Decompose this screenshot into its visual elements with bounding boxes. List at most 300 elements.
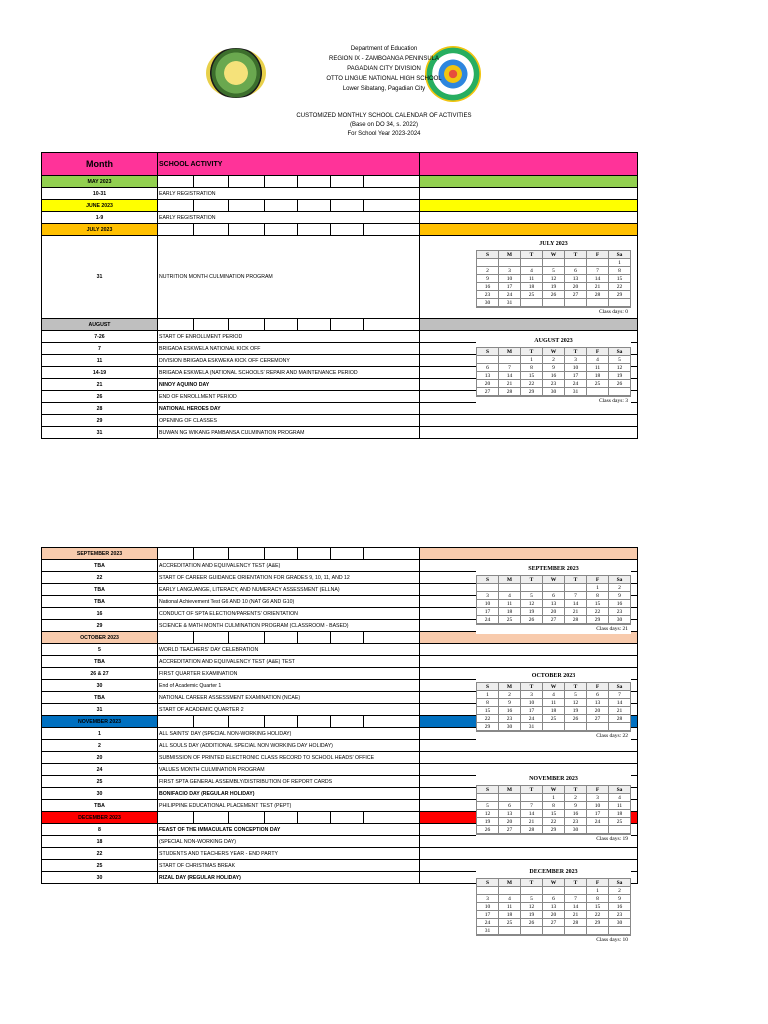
weekday-header: S — [477, 251, 499, 259]
weekday-header: F — [587, 786, 609, 794]
activity-description: FIRST QUARTER EXAMINATION — [158, 668, 420, 680]
activity-description: DIVISION BRIGADA ESKWEKA KICK OFF CEREMONY — [158, 355, 420, 367]
weekday-header: T — [521, 576, 543, 584]
activity-description: SCIENCE & MATH MONTH CULMINATION PROGRAM (CLASSROOM - BASED) — [158, 620, 420, 632]
calendar-day: 14 — [499, 372, 521, 380]
activity-date: 1-9 — [42, 212, 158, 224]
weekday-header: W — [543, 348, 565, 356]
calendar-day — [521, 259, 543, 267]
header-line: OTTO LINGUE NATIONAL HIGH SCHOOL — [326, 76, 442, 82]
calendar-day — [477, 259, 499, 267]
calendar-day — [565, 259, 587, 267]
weekday-header: M — [499, 683, 521, 691]
month-label: JULY 2023 — [42, 224, 158, 236]
calendar-title: AUGUST 2023 — [534, 338, 573, 344]
activity-description: END OF ENROLLMENT PERIOD — [158, 391, 420, 403]
calendar-day: 13 — [477, 372, 499, 380]
calendar-day: 26 — [521, 919, 543, 927]
calendar-day: 2 — [543, 356, 565, 364]
calendar-day: 17 — [565, 372, 587, 380]
calendar-day: 18 — [587, 372, 609, 380]
calendar-day — [477, 887, 499, 895]
document-subtitle — [0, 112, 768, 139]
calendar-day: 16 — [543, 372, 565, 380]
weekday-header: Sa — [609, 576, 631, 584]
activity-description: BRIGADA ESKWELA NATIONAL KICK OFF — [158, 343, 420, 355]
calendar-day: 13 — [565, 275, 587, 283]
calendar-day — [587, 299, 609, 307]
activity-date: 22 — [42, 572, 158, 584]
header-line: Department of Education — [350, 46, 418, 52]
calendar-day — [499, 356, 521, 364]
activity-date: 26 — [42, 391, 158, 403]
calendar-day: 29 — [587, 919, 609, 927]
calendar-day: 4 — [499, 592, 521, 600]
calendar-day: 2 — [609, 887, 631, 895]
calendar-day: 18 — [521, 283, 543, 291]
month-row — [42, 200, 638, 212]
subtitle-line: (Base on DO 34, s. 2022) — [349, 122, 419, 128]
weekday-header: T — [521, 348, 543, 356]
calendar-day: 2 — [565, 794, 587, 802]
calendar-day: 17 — [477, 911, 499, 919]
calendar-day: 20 — [587, 707, 609, 715]
calendar-day: 25 — [521, 291, 543, 299]
calendar-day: 9 — [609, 592, 631, 600]
calendar-day: 27 — [565, 291, 587, 299]
calendar-day — [521, 299, 543, 307]
activity-date: 30 — [42, 872, 158, 884]
calendar-day: 16 — [477, 283, 499, 291]
weekday-header: M — [499, 576, 521, 584]
weekday-header: T — [565, 683, 587, 691]
calendar-day: 6 — [477, 364, 499, 372]
calendar-day — [543, 887, 565, 895]
weekday-header: S — [477, 348, 499, 356]
calendar-day: 14 — [587, 275, 609, 283]
calendar-day — [499, 887, 521, 895]
month-row — [42, 176, 638, 188]
activity-description: ALL SOULS DAY (ADDITIONAL SPECIAL NON WORKING DAY HOLIDAY) — [158, 740, 420, 752]
calendar-day: 7 — [565, 592, 587, 600]
activity-description: BUWAN NG WIKANG PAMBANSA CULMINATION PROGRAM — [158, 427, 420, 439]
class-days-count: Class days: 10 — [476, 935, 631, 945]
activity-date: 24 — [42, 764, 158, 776]
activity-date: 26 & 27 — [42, 668, 158, 680]
activity-date: 31 — [42, 427, 158, 439]
calendar-day: 7 — [587, 267, 609, 275]
calendar-day — [587, 388, 609, 396]
activity-description: NUTRITION MONTH CULMINATION PROGRAM — [158, 236, 420, 319]
activity-date: 7-26 — [42, 331, 158, 343]
calendar-day: 4 — [521, 267, 543, 275]
calendar-day: 12 — [477, 810, 499, 818]
calendar-day: 27 — [543, 919, 565, 927]
calendar-day: 24 — [565, 380, 587, 388]
calendar-day: 26 — [521, 616, 543, 624]
weekday-header: S — [477, 683, 499, 691]
weekday-header: F — [587, 879, 609, 887]
activity-description: ACCREDITATION AND EQUIVALENCY TEST (A&E) — [158, 560, 420, 572]
month-label: JUNE 2023 — [42, 200, 158, 212]
calendar-day: 4 — [609, 794, 631, 802]
calendar-day — [609, 826, 631, 834]
calendar-day: 21 — [521, 818, 543, 826]
activity-row — [42, 415, 638, 427]
calendar-day: 4 — [587, 356, 609, 364]
weekday-header: T — [565, 251, 587, 259]
activity-date: TBA — [42, 800, 158, 812]
calendar-day: 10 — [587, 802, 609, 810]
calendar-day: 5 — [521, 895, 543, 903]
subtitle-line: For School Year 2023-2024 — [347, 131, 421, 137]
calendar-day: 19 — [565, 707, 587, 715]
activity-description: WORLD TEACHERS' DAY CELEBRATION — [158, 644, 420, 656]
weekday-header: W — [543, 251, 565, 259]
calendar-day — [521, 927, 543, 935]
calendar-day: 24 — [477, 616, 499, 624]
calendar-day: 27 — [587, 715, 609, 723]
calendar-day — [477, 584, 499, 592]
calendar-day: 16 — [609, 903, 631, 911]
weekday-header: T — [565, 348, 587, 356]
calendar-day: 10 — [477, 600, 499, 608]
month-column-header: Month — [42, 153, 158, 176]
calendar-day: 24 — [521, 715, 543, 723]
calendar-day: 24 — [587, 818, 609, 826]
activity-date: 2 — [42, 740, 158, 752]
calendar-day: 6 — [543, 895, 565, 903]
month-label: SEPTEMBER 2023 — [42, 548, 158, 560]
activity-date: 31 — [42, 236, 158, 319]
month-row — [42, 548, 638, 560]
calendar-day: 23 — [609, 608, 631, 616]
activity-row — [42, 188, 638, 200]
calendar-day: 20 — [543, 608, 565, 616]
calendar-day: 15 — [521, 372, 543, 380]
calendar-day: 23 — [477, 291, 499, 299]
calendar-day: 8 — [587, 592, 609, 600]
weekday-header: Sa — [609, 348, 631, 356]
calendar-day: 21 — [565, 911, 587, 919]
weekday-header: F — [587, 683, 609, 691]
calendar-day: 30 — [565, 826, 587, 834]
weekday-header: M — [499, 251, 521, 259]
calendar-day: 7 — [565, 895, 587, 903]
calendar-day — [543, 927, 565, 935]
month-label: AUGUST — [42, 319, 158, 331]
calendar-day: 8 — [477, 699, 499, 707]
calendar-day: 17 — [477, 608, 499, 616]
calendar-day: 18 — [499, 608, 521, 616]
weekday-header: Sa — [609, 879, 631, 887]
calendar-day: 19 — [543, 283, 565, 291]
calendar-day: 3 — [477, 592, 499, 600]
calendar-day: 25 — [543, 715, 565, 723]
calendar-day: 3 — [565, 356, 587, 364]
calendar-day — [587, 259, 609, 267]
activity-row — [42, 656, 638, 668]
calendar-day: 14 — [521, 810, 543, 818]
calendar-day: 22 — [587, 911, 609, 919]
calendar-day: 19 — [521, 911, 543, 919]
month-label: OCTOBER 2023 — [42, 632, 158, 644]
mini-calendar-july — [476, 238, 631, 317]
calendar-day: 29 — [521, 388, 543, 396]
calendar-day: 13 — [587, 699, 609, 707]
calendar-day: 17 — [521, 707, 543, 715]
calendar-day: 9 — [609, 895, 631, 903]
calendar-title: SEPTEMBER 2023 — [528, 566, 579, 572]
calendar-day — [565, 584, 587, 592]
calendar-day: 31 — [477, 927, 499, 935]
calendar-day — [543, 723, 565, 731]
calendar-day: 15 — [609, 275, 631, 283]
calendar-day: 18 — [499, 911, 521, 919]
mini-calendar-october — [476, 670, 631, 741]
activity-date: 31 — [42, 704, 158, 716]
calendar-day: 2 — [609, 584, 631, 592]
weekday-header: S — [477, 786, 499, 794]
activity-date: TBA — [42, 692, 158, 704]
mini-calendar-august — [476, 335, 631, 406]
calendar-day: 22 — [587, 608, 609, 616]
calendar-day — [587, 723, 609, 731]
activity-description: NATIONAL HEROES DAY — [158, 403, 420, 415]
calendar-day — [477, 794, 499, 802]
weekday-header: F — [587, 251, 609, 259]
calendar-day — [565, 723, 587, 731]
calendar-day: 26 — [565, 715, 587, 723]
calendar-day: 5 — [521, 592, 543, 600]
calendar-day: 11 — [521, 275, 543, 283]
calendar-day: 1 — [521, 356, 543, 364]
calendar-day: 21 — [499, 380, 521, 388]
calendar-day — [565, 299, 587, 307]
calendar-day: 28 — [521, 826, 543, 834]
activity-description: BRIGADA ESKWELA (NATIONAL SCHOOLS' REPAIR AND MAINTENANCE PERIOD — [158, 367, 420, 379]
calendar-day: 2 — [499, 691, 521, 699]
activity-date: 30 — [42, 788, 158, 800]
month-row — [42, 224, 638, 236]
calendar-day: 11 — [609, 802, 631, 810]
mini-calendar-november — [476, 773, 631, 844]
class-days-count: Class days: 19 — [476, 834, 631, 844]
activity-description: STUDENTS AND TEACHERS YEAR - END PARTY — [158, 848, 420, 860]
weekday-header: T — [565, 879, 587, 887]
calendar-day: 9 — [543, 364, 565, 372]
calendar-day: 5 — [609, 356, 631, 364]
calendar-day: 4 — [543, 691, 565, 699]
activity-description: PHILIPPINE EDUCATIONAL PLACEMENT TEST (PEPT) — [158, 800, 420, 812]
calendar-day: 27 — [477, 388, 499, 396]
weekday-header: T — [521, 251, 543, 259]
activity-date: 14-19 — [42, 367, 158, 379]
calendar-day: 16 — [565, 810, 587, 818]
mini-calendar-september — [476, 563, 631, 634]
calendar-day — [587, 826, 609, 834]
calendar-day: 30 — [499, 723, 521, 731]
calendar-day: 8 — [609, 267, 631, 275]
calendar-day: 4 — [499, 895, 521, 903]
class-days-count: Class days: 22 — [476, 731, 631, 741]
calendar-day: 14 — [609, 699, 631, 707]
month-label: NOVEMBER 2023 — [42, 716, 158, 728]
activity-description: National Achievement Test G6 AND 10 (NAT G6 AND G10) — [158, 596, 420, 608]
calendar-day: 25 — [499, 919, 521, 927]
calendar-day — [543, 584, 565, 592]
weekday-header: M — [499, 879, 521, 887]
calendar-day: 31 — [565, 388, 587, 396]
calendar-day: 23 — [609, 911, 631, 919]
calendar-day — [609, 723, 631, 731]
calendar-day: 22 — [609, 283, 631, 291]
calendar-day: 20 — [565, 283, 587, 291]
month-label: DECEMBER 2023 — [42, 812, 158, 824]
calendar-day — [587, 927, 609, 935]
activity-date: TBA — [42, 656, 158, 668]
calendar-day: 30 — [543, 388, 565, 396]
calendar-day — [565, 927, 587, 935]
calendar-title: NOVEMBER 2023 — [529, 776, 578, 782]
calendar-day: 7 — [609, 691, 631, 699]
calendar-title: DECEMBER 2023 — [529, 869, 578, 875]
calendar-day: 1 — [587, 584, 609, 592]
weekday-header: S — [477, 576, 499, 584]
calendar-day: 9 — [477, 275, 499, 283]
activity-date: 11 — [42, 355, 158, 367]
activity-description: FIRST SPTA GENERAL ASSEMBLY/DISTRIBUTION OF REPORT CARDS — [158, 776, 420, 788]
calendar-day: 15 — [543, 810, 565, 818]
calendar-day — [521, 584, 543, 592]
calendar-day: 29 — [477, 723, 499, 731]
month-row — [42, 319, 638, 331]
calendar-day: 23 — [565, 818, 587, 826]
calendar-title: OCTOBER 2023 — [531, 673, 576, 679]
calendar-day: 11 — [587, 364, 609, 372]
calendar-day: 3 — [521, 691, 543, 699]
calendar-day: 8 — [521, 364, 543, 372]
calendar-day: 5 — [477, 802, 499, 810]
calendar-day: 1 — [609, 259, 631, 267]
activity-description: ALL SAINTS' DAY (SPECIAL NON-WORKING HOLIDAY) — [158, 728, 420, 740]
activity-description: SUBMISSION OF PRINTED ELECTRONIC CLASS RECORD TO SCHOOL HEADS' OFFICE — [158, 752, 420, 764]
calendar-day: 17 — [499, 283, 521, 291]
activity-date: 25 — [42, 776, 158, 788]
activity-date: TBA — [42, 596, 158, 608]
activity-date: 30 — [42, 680, 158, 692]
weekday-header: S — [477, 879, 499, 887]
calendar-day: 30 — [609, 616, 631, 624]
activity-description: (SPECIAL NON-WORKING DAY) — [158, 836, 420, 848]
calendar-day: 12 — [609, 364, 631, 372]
calendar-day: 11 — [499, 600, 521, 608]
activity-description: EARLY REGISTRATION — [158, 212, 420, 224]
calendar-day: 9 — [499, 699, 521, 707]
calendar-day: 13 — [543, 903, 565, 911]
mini-calendar-december — [476, 866, 631, 945]
weekday-header: T — [521, 786, 543, 794]
calendar-day: 8 — [587, 895, 609, 903]
calendar-day: 22 — [521, 380, 543, 388]
activity-date: 8 — [42, 824, 158, 836]
calendar-day: 19 — [521, 608, 543, 616]
calendar-day: 15 — [587, 903, 609, 911]
activity-row — [42, 752, 638, 764]
activity-description: NINOY AQUINO DAY — [158, 379, 420, 391]
calendar-day: 13 — [543, 600, 565, 608]
weekday-header: M — [499, 786, 521, 794]
calendar-day: 9 — [565, 802, 587, 810]
calendar-day: 15 — [477, 707, 499, 715]
calendar-day — [499, 794, 521, 802]
activity-description: CONDUCT OF SPTA ELECTION/PARENTS' ORIENTATION — [158, 608, 420, 620]
calendar-day: 28 — [587, 291, 609, 299]
activity-row — [42, 644, 638, 656]
calendar-day: 11 — [499, 903, 521, 911]
activity-description: START OF CAREER GUIDANCE ORIENTATION FOR GRADES 9, 10, 11, AND 12 — [158, 572, 420, 584]
calendar-day: 30 — [609, 919, 631, 927]
activity-date: 20 — [42, 752, 158, 764]
calendar-day: 31 — [521, 723, 543, 731]
calendar-day: 16 — [609, 600, 631, 608]
weekday-header: W — [543, 576, 565, 584]
calendar-day — [609, 927, 631, 935]
calendar-day — [499, 259, 521, 267]
calendar-day — [543, 299, 565, 307]
activity-date: 22 — [42, 848, 158, 860]
weekday-header: M — [499, 348, 521, 356]
calendar-day: 27 — [543, 616, 565, 624]
weekday-header: F — [587, 576, 609, 584]
activity-row — [42, 212, 638, 224]
calendar-day: 31 — [499, 299, 521, 307]
calendar-day: 14 — [565, 903, 587, 911]
calendar-day: 17 — [587, 810, 609, 818]
activity-date: 16 — [42, 608, 158, 620]
calendar-day: 30 — [477, 299, 499, 307]
calendar-day: 6 — [499, 802, 521, 810]
calendar-day: 12 — [543, 275, 565, 283]
calendar-day: 3 — [587, 794, 609, 802]
activity-description: EARLY LANGUANGE, LITERACY, AND NUMERACY ASSESSMENT (ELLNA) — [158, 584, 420, 596]
weekday-header: W — [543, 879, 565, 887]
calendar-day: 28 — [609, 715, 631, 723]
calendar-day: 3 — [499, 267, 521, 275]
calendar-day: 15 — [587, 600, 609, 608]
weekday-header: Sa — [609, 251, 631, 259]
calendar-day — [477, 356, 499, 364]
activity-date: 10-31 — [42, 188, 158, 200]
calendar-day — [609, 299, 631, 307]
calendar-day: 21 — [565, 608, 587, 616]
activity-date: 21 — [42, 379, 158, 391]
calendar-day: 2 — [477, 267, 499, 275]
calendar-day: 21 — [609, 707, 631, 715]
calendar-day: 12 — [521, 600, 543, 608]
calendar-day: 5 — [565, 691, 587, 699]
calendar-day: 13 — [499, 810, 521, 818]
class-days-count: Class days: 3 — [476, 396, 631, 406]
activity-row — [42, 427, 638, 439]
activity-description: NATIONAL CAREER ASSESSMENT EXAMINATION (NCAE) — [158, 692, 420, 704]
calendar-day: 27 — [499, 826, 521, 834]
calendar-day: 25 — [499, 616, 521, 624]
calendar-day: 28 — [565, 616, 587, 624]
weekday-header: T — [521, 879, 543, 887]
calendar-day: 25 — [587, 380, 609, 388]
activity-description: ACCREDITATION AND EQUIVALENCY TEST (A&E) TEST — [158, 656, 420, 668]
